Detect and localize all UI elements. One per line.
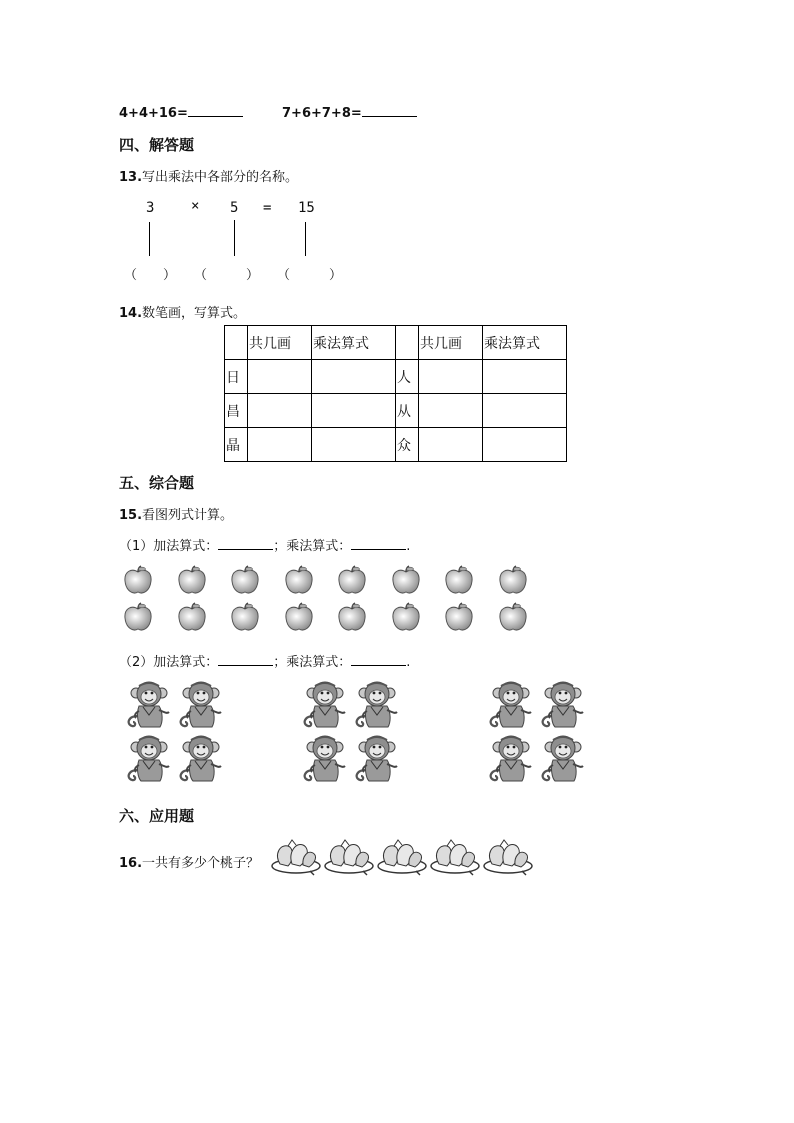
section-heading: 四、解答题 [119, 136, 195, 154]
answer-paren[interactable]: （ ） [194, 268, 260, 283]
formula-product: 15 [298, 200, 315, 216]
character-cell: 晶 [225, 428, 248, 462]
peach-plate-icon [482, 836, 534, 876]
answer-paren[interactable]: （ ） [124, 268, 177, 283]
monkey-icon [538, 680, 586, 730]
monkey-icon [124, 734, 172, 784]
apple-icon [336, 601, 368, 633]
q15-part1-line: （1）加法算式： ；乘法算式： . [119, 539, 411, 554]
stroke-count-cell[interactable] [248, 394, 312, 428]
peach-plate-icon [429, 836, 481, 876]
apple-icon [390, 601, 422, 633]
formula-cell[interactable] [312, 360, 396, 394]
character-cell: 人 [396, 360, 419, 394]
apple-icon [229, 601, 261, 633]
table-row [225, 360, 567, 394]
apple-icon [229, 564, 261, 596]
character-cell: 从 [396, 394, 419, 428]
table-header-row [225, 326, 567, 360]
pointer-line [234, 220, 235, 256]
multiplication-blank[interactable] [351, 537, 406, 550]
formula-factor-a: 3 [146, 200, 155, 216]
monkey-icon [300, 734, 348, 784]
stroke-table [224, 325, 567, 462]
peach-plate-icon [323, 836, 375, 876]
table-header-cell: 共几画 [248, 326, 312, 360]
formula-cell[interactable] [483, 394, 567, 428]
question-16: 16.一共有多少个桃子？ [119, 856, 260, 871]
apple-icon [336, 564, 368, 596]
stroke-count-cell[interactable] [419, 394, 483, 428]
monkey-icon [176, 680, 224, 730]
q15-part2-line: （2）加法算式： ；乘法算式： . [119, 655, 411, 670]
table-header-cell: 乘法算式 [312, 326, 396, 360]
table-row [225, 394, 567, 428]
monkey-icon [300, 680, 348, 730]
monkey-icon [352, 680, 400, 730]
apple-icon [122, 564, 154, 596]
apple-icon [390, 564, 422, 596]
apple-icon [176, 564, 208, 596]
table-header-cell [225, 326, 248, 360]
table-row [225, 428, 567, 462]
peach-plate-icon [270, 836, 322, 876]
formula-cell[interactable] [312, 394, 396, 428]
question-14: 14.数笔画，写算式。 [119, 306, 247, 321]
formula-times: × [191, 198, 200, 214]
pointer-line [149, 222, 150, 256]
apple-icon [443, 564, 475, 596]
addition-blank[interactable] [218, 537, 273, 550]
monkey-icon [486, 680, 534, 730]
question-15: 15.看图列式计算。 [119, 508, 234, 523]
expression-left: 4+4+16= [119, 104, 243, 121]
addition-blank[interactable] [218, 653, 273, 666]
character-cell: 日 [225, 360, 248, 394]
apple-icon [443, 601, 475, 633]
character-cell: 昌 [225, 394, 248, 428]
apple-icon [497, 564, 529, 596]
monkey-icon [352, 734, 400, 784]
monkey-icon [124, 680, 172, 730]
apple-icon [283, 564, 315, 596]
formula-cell[interactable] [312, 428, 396, 462]
table-header-cell [396, 326, 419, 360]
expression-right: 7+6+7+8= [282, 104, 417, 121]
apple-icon [122, 601, 154, 633]
multiplication-blank[interactable] [351, 653, 406, 666]
formula-cell[interactable] [483, 360, 567, 394]
monkey-icon [486, 734, 534, 784]
stroke-count-cell[interactable] [419, 360, 483, 394]
formula-cell[interactable] [483, 428, 567, 462]
pointer-line [305, 222, 306, 256]
answer-blank[interactable] [362, 104, 417, 117]
stroke-count-cell[interactable] [248, 360, 312, 394]
section-heading: 五、综合题 [119, 474, 195, 492]
section-heading: 六、应用题 [119, 807, 195, 825]
apple-icon [176, 601, 208, 633]
table-header-cell: 共几画 [419, 326, 483, 360]
stroke-count-cell[interactable] [419, 428, 483, 462]
monkey-icon [176, 734, 224, 784]
formula-factor-b: 5 [230, 200, 239, 216]
formula-equals: = [263, 200, 272, 216]
question-13: 13.写出乘法中各部分的名称。 [119, 170, 299, 185]
character-cell: 众 [396, 428, 419, 462]
apple-icon [283, 601, 315, 633]
stroke-count-cell[interactable] [248, 428, 312, 462]
answer-blank[interactable] [188, 104, 243, 117]
table-header-cell: 乘法算式 [483, 326, 567, 360]
apple-icon [497, 601, 529, 633]
answer-paren[interactable]: （ ） [277, 268, 343, 283]
monkey-icon [538, 734, 586, 784]
peach-plate-icon [376, 836, 428, 876]
